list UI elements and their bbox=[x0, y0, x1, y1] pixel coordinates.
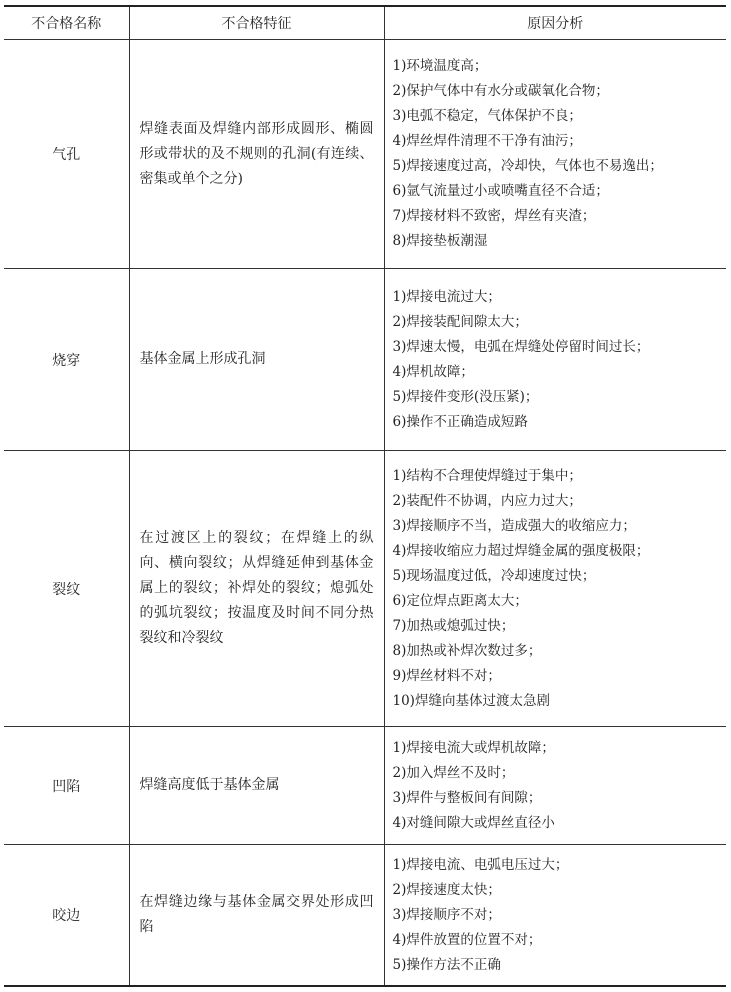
cause-item: 5)现场温度过低，冷却速度过快； bbox=[392, 567, 596, 584]
table-row bbox=[4, 269, 726, 451]
cause-list bbox=[384, 269, 726, 451]
defect-name: 凹陷 bbox=[4, 727, 129, 845]
cause-item: 4)焊件放置的位置不对； bbox=[392, 931, 542, 948]
cause-item: 2)保护气体中有水分或碳氧化合物； bbox=[392, 83, 609, 99]
cause-item: 5)操作方法不正确 bbox=[392, 956, 501, 973]
header-name: 不合格名称 bbox=[4, 6, 129, 40]
table-row bbox=[4, 451, 726, 727]
cause-item: 6)操作不正确造成短路 bbox=[392, 413, 528, 430]
cause-item: 3)焊速太慢，电弧在焊缝处停留时间过长； bbox=[392, 338, 650, 355]
cause-item: 3)焊接顺序不对； bbox=[392, 906, 501, 923]
cause-item: 4)对缝间隙大或焊丝直径小 bbox=[392, 814, 555, 831]
cause-item: 4)焊接收缩应力超过焊缝金属的强度极限； bbox=[392, 542, 650, 559]
cause-item: 2)装配件不协调，内应力过大； bbox=[392, 492, 582, 509]
cause-list bbox=[384, 451, 726, 727]
defect-feature: 在焊缝边缘与基体金属交界处形成凹陷 bbox=[129, 845, 384, 987]
cause-item: 7)焊接材料不致密，焊丝有夹渣； bbox=[392, 208, 596, 224]
defect-feature: 基体金属上形成孔洞 bbox=[129, 269, 384, 451]
defect-feature: 在过渡区上的裂纹；在焊缝上的纵向、横向裂纹；从焊缝延伸到基体金属上的裂纹；补焊处的裂纹；熄弧处的弧坑裂纹；按温度及时间不同分热裂纹和冷裂纹 bbox=[129, 451, 384, 727]
cause-item: 2)加入焊丝不及时； bbox=[392, 764, 515, 781]
cause-item: 2)焊接速度太快； bbox=[392, 881, 501, 898]
defect-feature: 焊缝表面及焊缝内部形成圆形、椭圆形或带状的及不规则的孔洞(有连续、密集或单个之分) bbox=[129, 40, 384, 269]
cause-item: 1)结构不合理使焊缝过于集中； bbox=[392, 467, 582, 484]
defect-feature: 焊缝高度低于基体金属 bbox=[129, 727, 384, 845]
table-row bbox=[4, 727, 726, 845]
header-row bbox=[4, 6, 726, 40]
cause-item: 8)加热或补焊次数过多； bbox=[392, 642, 542, 659]
cause-item: 5)焊接件变形(没压紧)； bbox=[392, 388, 539, 405]
cause-item: 3)电弧不稳定，气体保护不良； bbox=[392, 108, 582, 124]
defect-name: 裂纹 bbox=[4, 451, 129, 727]
cause-item: 1)环境温度高； bbox=[392, 58, 488, 74]
table-row bbox=[4, 845, 726, 987]
cause-item: 1)焊接电流、电弧电压过大； bbox=[392, 856, 569, 873]
defect-name: 咬边 bbox=[4, 845, 129, 987]
cause-list bbox=[384, 845, 726, 987]
defect-name: 气孔 bbox=[4, 40, 129, 269]
cause-item: 3)焊接顺序不当，造成强大的收缩应力； bbox=[392, 517, 636, 534]
cause-item: 3)焊件与整板间有间隙； bbox=[392, 789, 542, 806]
cause-item: 6)氩气流量过小或喷嘴直径不合适； bbox=[392, 183, 609, 199]
cause-item: 4)焊丝焊件清理不干净有油污； bbox=[392, 133, 582, 149]
cause-item: 6)定位焊点距离太大； bbox=[392, 592, 528, 609]
cause-list bbox=[384, 727, 726, 845]
header-cause: 原因分析 bbox=[384, 6, 726, 40]
cause-item: 8)焊接垫板潮湿 bbox=[392, 233, 488, 249]
cause-item: 9)焊丝材料不对； bbox=[392, 667, 501, 684]
cause-item: 1)焊接电流大或焊机故障； bbox=[392, 739, 555, 756]
cause-item: 4)焊机故障； bbox=[392, 363, 474, 380]
cause-item: 10)焊缝向基体过渡太急剧 bbox=[392, 692, 550, 709]
defect-name: 烧穿 bbox=[4, 269, 129, 451]
cause-list bbox=[384, 40, 726, 269]
cause-item: 2)焊接装配间隙太大； bbox=[392, 313, 528, 330]
table-row bbox=[4, 40, 726, 269]
header-feature: 不合格特征 bbox=[129, 6, 384, 40]
cause-item: 1)焊接电流过大； bbox=[392, 288, 501, 305]
nonconformity-table bbox=[4, 5, 726, 987]
cause-item: 7)加热或熄弧过快； bbox=[392, 617, 515, 634]
cause-item: 5)焊接速度过高，冷却快，气体也不易逸出； bbox=[392, 158, 663, 174]
